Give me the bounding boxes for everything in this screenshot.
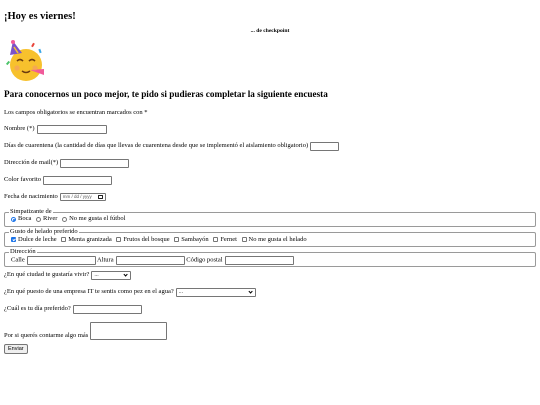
- calendar-icon[interactable]: [98, 195, 103, 200]
- calle-input[interactable]: [27, 256, 96, 265]
- check-dulce-de-leche[interactable]: [11, 236, 57, 244]
- nacimiento-row: [4, 193, 536, 201]
- nombre-row: [4, 125, 536, 134]
- postal-label: Código postal: [186, 256, 223, 264]
- altura-input[interactable]: [116, 256, 185, 265]
- mail-label: Dirección de mail(*): [4, 159, 59, 167]
- greeting-title: ¡Hoy es viernes!: [4, 11, 76, 22]
- subtitle: ... de checkpoint: [250, 28, 290, 35]
- calle-label: Calle: [11, 256, 25, 264]
- color-label: Color favorito: [4, 176, 42, 184]
- radio-label: Boca: [18, 215, 32, 223]
- empresa-row: [4, 288, 536, 297]
- direccion-legend: Dirección: [10, 248, 36, 256]
- chevron-down-icon: [248, 289, 253, 294]
- checkbox-label: Fernet: [220, 235, 237, 243]
- dia-input[interactable]: [73, 305, 142, 314]
- cuarentena-label: Días de cuarentena (la cantidad de días que llevas de cuarentena desde que se implementó el aislamiento obligatorio): [4, 142, 309, 150]
- nombre-label: Nombre (*): [4, 125, 35, 133]
- dia-row: [4, 305, 536, 314]
- select-value: ...: [178, 288, 184, 295]
- date-placeholder: mm / dd / yyyy: [62, 193, 92, 199]
- check-sambayon[interactable]: [174, 236, 208, 244]
- simpatizante-fieldset: [4, 209, 536, 227]
- nombre-input[interactable]: [37, 125, 107, 134]
- check-no-helado[interactable]: [242, 236, 307, 244]
- direccion-fieldset: [4, 249, 536, 267]
- checkbox[interactable]: [11, 237, 16, 242]
- checkbox[interactable]: [213, 237, 218, 242]
- ciudad-row: [4, 271, 536, 280]
- helado-legend: Gusto de helado preferido: [10, 228, 78, 236]
- contarme-label: Por si querés contarme algo más: [4, 331, 89, 339]
- radio-circle[interactable]: [11, 217, 16, 222]
- helado-fieldset: [4, 229, 536, 247]
- contarme-row: [4, 322, 536, 340]
- checkbox-label: Sambayón: [181, 235, 209, 243]
- check-frutos-del-bosque[interactable]: [116, 236, 169, 244]
- checkbox-label: Menta granizada: [68, 235, 112, 243]
- radio-river[interactable]: [36, 215, 57, 223]
- contarme-textarea[interactable]: [90, 322, 167, 340]
- checkbox[interactable]: [242, 237, 247, 242]
- empresa-select[interactable]: [176, 288, 256, 297]
- ciudad-label: ¿En qué ciudad te gustaría vivir?: [4, 271, 90, 279]
- nacimiento-date-input[interactable]: [60, 193, 106, 201]
- checkbox[interactable]: [116, 237, 121, 242]
- check-menta-granizada[interactable]: [61, 236, 112, 244]
- radio-boca[interactable]: [11, 215, 31, 223]
- cuarentena-input[interactable]: [310, 142, 339, 151]
- radio-label: River: [42, 215, 58, 223]
- checkbox[interactable]: [174, 237, 179, 242]
- radio-no-futbol[interactable]: [62, 215, 125, 223]
- partying-face-icon: [4, 39, 48, 83]
- altura-label: Altura: [97, 256, 114, 264]
- required-note: Los campos obligatorios se encuentran marcados con *: [4, 108, 148, 116]
- empresa-label: ¿En qué puesto de una empresa IT te sentis como pez en el agua?: [4, 288, 174, 296]
- check-fernet[interactable]: [213, 236, 237, 244]
- dia-label: ¿Cuál es tu día preferido?: [4, 305, 71, 313]
- chevron-down-icon: [124, 272, 129, 277]
- nacimiento-label: Fecha de nacimiento: [4, 192, 58, 200]
- mail-row: [4, 159, 536, 168]
- color-row: [4, 176, 536, 185]
- postal-input[interactable]: [225, 256, 294, 265]
- simpatizante-legend: Simpatizante de: [10, 207, 52, 215]
- radio-circle[interactable]: [36, 217, 41, 222]
- checkbox-label: Frutos del bosque: [123, 235, 170, 243]
- checkbox-label: No me gusta el helado: [248, 235, 307, 243]
- radio-label: No me gusta el fútbol: [69, 215, 126, 223]
- checkbox[interactable]: [61, 237, 66, 242]
- color-input[interactable]: [43, 176, 112, 185]
- survey-heading: Para conocernos un poco mejor, te pido si pudieras completar la siguiente encuesta: [4, 89, 328, 100]
- mail-input[interactable]: [60, 159, 129, 168]
- cuarentena-row: [4, 142, 536, 151]
- checkbox-label: Dulce de leche: [18, 235, 57, 243]
- submit-button[interactable]: Enviar: [4, 344, 28, 354]
- ciudad-select[interactable]: [91, 271, 131, 280]
- radio-circle[interactable]: [62, 217, 67, 222]
- select-value: ...: [94, 271, 99, 278]
